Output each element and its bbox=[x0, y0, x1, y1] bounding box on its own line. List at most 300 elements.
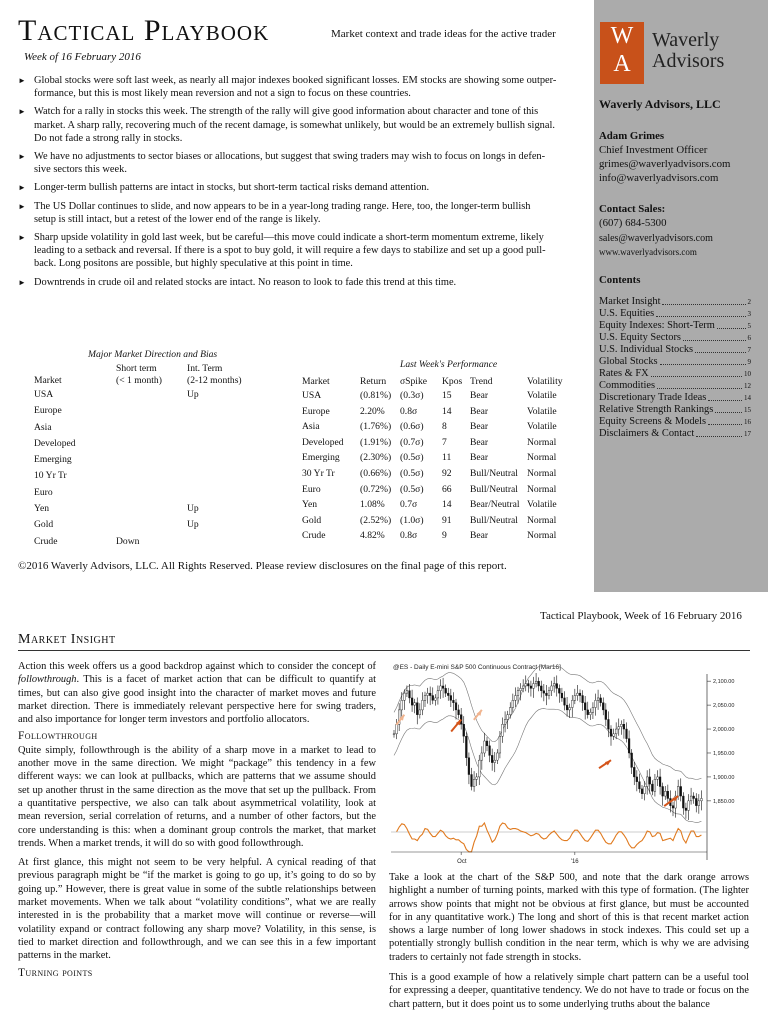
perf-cell: Volatile bbox=[527, 499, 557, 511]
bias-cell bbox=[116, 422, 187, 438]
candle-body bbox=[592, 708, 594, 713]
bullet-marker-icon: ► bbox=[18, 152, 26, 162]
candle-body bbox=[667, 791, 669, 798]
candle-body bbox=[502, 724, 504, 736]
candle-body bbox=[463, 724, 465, 736]
perf-cell: (0.5σ) bbox=[400, 452, 424, 464]
toc-item-label: Equity Indexes: Short-Term bbox=[599, 320, 715, 331]
candle-body bbox=[530, 686, 532, 688]
chart-x-tick-label: Oct bbox=[457, 859, 467, 865]
candle-body bbox=[432, 696, 434, 701]
candle-body bbox=[659, 777, 661, 787]
bias-cell: Gold bbox=[34, 519, 54, 531]
candle-body bbox=[556, 684, 558, 689]
candle-body bbox=[486, 741, 488, 746]
perf-cell: (0.5σ) bbox=[400, 467, 424, 479]
perf-table-caption: Last Week's Performance bbox=[400, 359, 498, 370]
candle-body bbox=[447, 693, 449, 695]
key-point bbox=[18, 74, 573, 100]
toc-item[interactable] bbox=[599, 296, 751, 308]
chart-y-tick-label: 1,950.00 bbox=[713, 750, 735, 757]
perf-col-header: σSpike bbox=[400, 376, 428, 387]
candle-body bbox=[538, 681, 540, 686]
toc-item-label: Rates & FX bbox=[599, 368, 649, 379]
key-point bbox=[18, 105, 573, 145]
toc-leader bbox=[708, 424, 742, 425]
candle-body bbox=[574, 696, 576, 701]
candle-body bbox=[504, 719, 506, 724]
candle-body bbox=[602, 703, 604, 710]
candle-body bbox=[543, 691, 545, 693]
candle-body bbox=[411, 698, 413, 705]
followthrough-paragraph: Quite simply, followthrough is the ability of a sharp move in a market to lead to another move in the same direction. We might “package” this tendency in a few different ways: we can look at pullbacks, which are patterns that we assume should set up another thrust in the same direction as the move that set up the pullback. From a quantitative perspective, we also can talk about asymmetrical volatility, look at mean reversion, serial correlation of returns, and a number of other factors, but the core understanding is this: when a dominant group controls the market, that market trends. When a market trends, it will do so with good followthrough. bbox=[18, 744, 376, 849]
bias-col-int: Int. Term bbox=[187, 363, 223, 374]
candle-body bbox=[422, 700, 424, 710]
bias-cell bbox=[116, 470, 187, 486]
toc-item[interactable] bbox=[599, 356, 751, 368]
info-email[interactable]: info@waverlyadvisors.com bbox=[599, 172, 719, 184]
candle-body bbox=[478, 760, 480, 777]
perf-col-header: Volatility bbox=[527, 376, 563, 387]
perf-cell: Bear bbox=[470, 405, 489, 417]
candle-body bbox=[685, 808, 687, 810]
perf-cell: (2.52%) bbox=[360, 514, 392, 526]
candle-body bbox=[693, 796, 695, 798]
candle-body bbox=[419, 710, 421, 715]
toc-item-label: Relative Strength Rankings bbox=[599, 404, 714, 415]
perf-cell: Asia bbox=[302, 421, 320, 433]
candle-body bbox=[522, 686, 524, 688]
key-point bbox=[18, 231, 573, 271]
bias-cell bbox=[187, 487, 242, 503]
perf-cell: 91 bbox=[442, 514, 452, 526]
candle-body bbox=[396, 724, 398, 734]
perf-cell: (0.7σ) bbox=[400, 436, 424, 448]
key-point-line: back. Long positons are possible, but highly speculative at this point in time. bbox=[34, 258, 353, 270]
candle-body bbox=[517, 691, 519, 696]
bias-cell: Up bbox=[187, 389, 199, 400]
bias-cell bbox=[116, 487, 187, 503]
candle-body bbox=[512, 700, 514, 707]
candle-body bbox=[595, 700, 597, 707]
candle-body bbox=[540, 686, 542, 691]
candle-body bbox=[613, 734, 615, 736]
candle-body bbox=[672, 806, 674, 808]
toc-item-label: U.S. Equities bbox=[599, 308, 655, 319]
toc-item-label: Market Insight bbox=[599, 296, 661, 307]
toc-item-label: Discretionary Trade Ideas bbox=[599, 392, 707, 403]
candle-body bbox=[429, 693, 431, 695]
toc-item-label: U.S. Equity Sectors bbox=[599, 332, 681, 343]
perf-cell: 30 Yr Tr bbox=[302, 467, 335, 479]
candle-body bbox=[579, 693, 581, 695]
bias-row bbox=[34, 454, 242, 470]
candle-body bbox=[571, 700, 573, 707]
perf-row bbox=[302, 452, 577, 468]
logo-letters bbox=[600, 22, 644, 84]
candle-body bbox=[535, 681, 537, 683]
candle-body bbox=[468, 758, 470, 775]
bias-cell: Developed bbox=[34, 437, 76, 449]
perf-cell: 11 bbox=[442, 452, 452, 464]
bias-cell: Emerging bbox=[34, 454, 72, 466]
candle-body bbox=[639, 782, 641, 789]
candle-body bbox=[636, 777, 638, 782]
candle-body bbox=[499, 736, 501, 753]
bias-cell: Up bbox=[187, 519, 199, 531]
candle-body bbox=[566, 705, 568, 710]
key-point-line: We have no adjustments to sector biases or allocations, but suggest that swing traders may wish to focus on longs in defen- bbox=[34, 151, 546, 163]
bias-cell bbox=[116, 454, 187, 470]
bias-cell bbox=[187, 536, 242, 552]
bias-cell bbox=[116, 503, 187, 519]
candle-body bbox=[605, 710, 607, 720]
candle-body bbox=[582, 696, 584, 703]
candle-body bbox=[623, 724, 625, 729]
toc-item[interactable] bbox=[599, 344, 751, 356]
intro-text-a: Action this week offers us a good backdrop against which to consider the concept of bbox=[18, 661, 376, 672]
contact-email[interactable]: grimes@waverlyadvisors.com bbox=[599, 158, 731, 170]
copyright-notice: ©2016 Waverly Advisors, LLC. All Rights Reserved. Please review disclosures on the final page of this report. bbox=[18, 560, 507, 572]
perf-col-header: Return bbox=[360, 376, 387, 387]
bullet-marker-icon: ► bbox=[18, 76, 26, 85]
candle-body bbox=[558, 688, 560, 693]
perf-row bbox=[302, 515, 577, 531]
perf-cell: Bear bbox=[470, 452, 489, 464]
logo-wordmark bbox=[652, 30, 724, 72]
candle-body bbox=[680, 786, 682, 796]
bias-cell: USA bbox=[34, 389, 54, 400]
candle-body bbox=[553, 684, 555, 686]
contact-name: Adam Grimes bbox=[599, 130, 665, 142]
logo-letter-a: A bbox=[613, 51, 631, 77]
candle-body bbox=[651, 784, 653, 791]
bias-col-short-sub: (< 1 month) bbox=[116, 375, 162, 386]
candle-body bbox=[401, 700, 403, 710]
perf-cell: 8 bbox=[442, 421, 447, 433]
bias-row bbox=[34, 422, 242, 438]
candle-body bbox=[551, 686, 553, 691]
candle-body bbox=[644, 786, 646, 793]
key-point-line: The US Dollar continues to slide, and now appears to be in a year-long trading range. Here, too, the longer-term bullish bbox=[34, 200, 531, 212]
candle-body bbox=[414, 703, 416, 705]
candle-body bbox=[695, 798, 697, 805]
candle-body bbox=[618, 727, 620, 729]
toc-leader bbox=[656, 316, 745, 317]
perf-cell: Bull/Neutral bbox=[470, 467, 518, 479]
perf-row bbox=[302, 530, 577, 546]
toc-leader bbox=[657, 388, 742, 389]
candle-body bbox=[641, 789, 643, 794]
candle-body bbox=[455, 703, 457, 710]
sales-phone: (607) 684-5300 bbox=[599, 217, 667, 229]
page-title: Tactical Playbook bbox=[18, 14, 270, 47]
candle-body bbox=[434, 698, 436, 700]
bias-row bbox=[34, 470, 242, 486]
perf-cell: 66 bbox=[442, 483, 452, 495]
toc-leader bbox=[695, 352, 745, 353]
bias-cell bbox=[187, 470, 242, 486]
perf-cell: Emerging bbox=[302, 452, 340, 464]
subheading-turning-points: Turning points bbox=[18, 966, 93, 979]
bias-cell: Asia bbox=[34, 421, 52, 433]
bias-row bbox=[34, 405, 242, 421]
key-point bbox=[18, 200, 573, 226]
chart-y-tick-label: 1,850.00 bbox=[713, 798, 735, 805]
candle-body bbox=[393, 734, 395, 735]
candle-body bbox=[688, 801, 690, 811]
candle-body bbox=[646, 777, 648, 787]
perf-cell: (0.6σ) bbox=[400, 421, 424, 433]
perf-cell: Normal bbox=[527, 514, 557, 526]
toc-item[interactable] bbox=[599, 428, 751, 440]
perf-row bbox=[302, 468, 577, 484]
candle-body bbox=[507, 715, 509, 720]
candle-body bbox=[403, 693, 405, 700]
sp500-chart bbox=[389, 660, 749, 870]
bias-cell: Up bbox=[187, 503, 199, 515]
perf-cell: Bull/Neutral bbox=[470, 514, 518, 526]
bias-row bbox=[34, 438, 242, 454]
candle-body bbox=[440, 686, 442, 691]
perf-cell: (0.66%) bbox=[360, 467, 392, 479]
toc-item[interactable] bbox=[599, 332, 751, 344]
candle-body bbox=[600, 698, 602, 703]
key-points-list bbox=[18, 74, 573, 294]
candle-body bbox=[481, 753, 483, 760]
perf-cell: Bull/Neutral bbox=[470, 483, 518, 495]
toc-item-label: Commodities bbox=[599, 380, 655, 391]
key-point-line: setup is still intact, but a retest of the lower end of the range is likely. bbox=[34, 213, 321, 225]
perf-cell: Normal bbox=[527, 436, 557, 448]
toc-leader bbox=[651, 376, 742, 377]
logo-word-2: Advisors bbox=[652, 50, 725, 72]
bias-row bbox=[34, 487, 242, 503]
bias-cell bbox=[116, 389, 187, 405]
contents-heading: Contents bbox=[599, 274, 641, 286]
candle-body bbox=[453, 700, 455, 702]
logo-word-1: Waverly bbox=[652, 29, 720, 51]
candle-body bbox=[424, 696, 426, 701]
bias-table-caption: Major Market Direction and Bias bbox=[88, 349, 218, 360]
section-divider bbox=[18, 650, 750, 651]
perf-cell: 0.7σ bbox=[400, 499, 418, 511]
toc-leader bbox=[696, 436, 742, 437]
candle-body bbox=[589, 712, 591, 714]
perf-cell: Bear/Neutral bbox=[470, 499, 520, 511]
candle-body bbox=[442, 686, 444, 688]
subheading-followthrough: Followthrough bbox=[18, 730, 98, 743]
toc-leader bbox=[662, 304, 745, 305]
toc-item[interactable] bbox=[599, 308, 751, 320]
perf-row bbox=[302, 484, 577, 500]
cynical-reading-paragraph: At first glance, this might not seem to be very helpful. A cynical reading of that previous paragraph might be “if the market is going to go up, it’s going to do so by going up.” However, there is great value in some of the subtle relationships between market movements. When we talk about “volatility conditions”, what we are really interested in is the probability that a market move will continue or reverse—will volatility expand or contract following any sharp move? Volatility, in this sense, is tied to market direction and followthrough, and we can see this in a few important patterns in the market. bbox=[18, 857, 376, 962]
bias-cell: Yen bbox=[34, 503, 50, 515]
toc-item[interactable] bbox=[599, 320, 751, 332]
perf-cell: (0.5σ) bbox=[400, 483, 424, 495]
perf-cell: Crude bbox=[302, 530, 326, 542]
perf-cell: Gold bbox=[302, 514, 322, 526]
candle-body bbox=[491, 755, 493, 762]
bias-cell bbox=[187, 438, 242, 454]
candle-body bbox=[489, 746, 491, 756]
key-point bbox=[18, 150, 573, 176]
candle-body bbox=[577, 693, 579, 695]
bias-table bbox=[34, 363, 242, 552]
perf-cell: 4.82% bbox=[360, 530, 385, 542]
candle-body bbox=[548, 691, 550, 696]
key-point bbox=[18, 181, 573, 194]
candle-body bbox=[564, 698, 566, 705]
toc-leader bbox=[717, 328, 746, 329]
candle-body bbox=[445, 688, 447, 693]
key-point-line: Longer-term bullish patterns are intact in stocks, but short-term tactical risks demand attention. bbox=[34, 182, 430, 194]
candle-body bbox=[494, 760, 496, 762]
bias-row bbox=[34, 389, 242, 405]
candle-body bbox=[416, 703, 418, 715]
toc-item[interactable] bbox=[599, 404, 751, 416]
bias-cell: Down bbox=[116, 535, 140, 547]
key-point bbox=[18, 276, 573, 289]
section-title: Market Insight bbox=[18, 632, 116, 647]
perf-row bbox=[302, 421, 577, 437]
toc-item-page: 7 bbox=[747, 346, 751, 354]
performance-table bbox=[302, 376, 577, 546]
candle-body bbox=[450, 696, 452, 701]
bias-cell: Europe bbox=[34, 405, 62, 417]
key-point-line: Watch for a rally in stocks this week. The strength of the rally will give good information about character and tone of this bbox=[34, 106, 539, 118]
website-link[interactable]: www.waverlyadvisors.com bbox=[599, 247, 697, 257]
candle-body bbox=[471, 775, 473, 787]
perf-cell: 9 bbox=[442, 530, 447, 542]
candle-body bbox=[473, 779, 475, 786]
tagline: Market context and trade ideas for the active trader bbox=[331, 28, 556, 40]
perf-cell: (2.30%) bbox=[360, 452, 392, 464]
toc-item-page: 9 bbox=[747, 358, 751, 366]
chart-x-tick-label: '16 bbox=[570, 859, 579, 865]
candle-body bbox=[620, 724, 622, 726]
toc-item-page: 17 bbox=[744, 430, 751, 438]
toc-item-page: 15 bbox=[744, 406, 751, 414]
perf-cell: Volatile bbox=[527, 390, 557, 401]
candle-body bbox=[484, 741, 486, 753]
running-header: Tactical Playbook, Week of 16 February 2016 bbox=[540, 610, 742, 622]
candle-body bbox=[701, 798, 703, 800]
toc-item[interactable] bbox=[599, 392, 751, 404]
key-point-line: leading to a setback and reversal. If there is a spot to buy gold, it will require a few days to stabilize and set up a good pull- bbox=[34, 245, 546, 257]
perf-cell: 92 bbox=[442, 467, 452, 479]
toc-item[interactable] bbox=[599, 380, 751, 392]
bullet-marker-icon: ► bbox=[18, 277, 26, 287]
sales-email[interactable]: sales@waverlyadvisors.com bbox=[599, 233, 713, 244]
candle-body bbox=[546, 693, 548, 695]
candle-body bbox=[465, 736, 467, 758]
bias-row bbox=[34, 536, 242, 552]
perf-cell: (1.0σ) bbox=[400, 514, 424, 526]
candle-body bbox=[437, 691, 439, 698]
perf-cell: Volatile bbox=[527, 405, 557, 417]
bias-cell bbox=[187, 405, 242, 421]
toc-leader bbox=[715, 412, 742, 413]
toc-item-label: Global Stocks bbox=[599, 356, 658, 367]
toc-item-page: 16 bbox=[744, 418, 751, 426]
perf-row bbox=[302, 437, 577, 453]
key-point-line: Global stocks were soft last week, as nearly all major indexes booked significant losses. EM stocks are showing some outper- bbox=[34, 75, 557, 86]
perf-cell: (1.76%) bbox=[360, 421, 392, 433]
candle-body bbox=[569, 708, 571, 710]
candle-body bbox=[628, 739, 630, 753]
perf-cell: 15 bbox=[442, 390, 452, 401]
perf-cell: 14 bbox=[442, 499, 452, 511]
perf-cell: Bear bbox=[470, 436, 489, 448]
bias-cell bbox=[116, 519, 187, 535]
candle-body bbox=[664, 791, 666, 796]
candle-body bbox=[654, 779, 656, 791]
toc-item-page: 12 bbox=[744, 382, 751, 390]
perf-cell: Normal bbox=[527, 530, 557, 542]
candle-body bbox=[698, 801, 700, 806]
perf-col-header: Market bbox=[302, 376, 330, 387]
perf-row bbox=[302, 499, 577, 515]
candle-body bbox=[584, 703, 586, 710]
perf-cell: 1.08% bbox=[360, 499, 385, 511]
week-label: Week of 16 February 2016 bbox=[24, 51, 141, 63]
toc-item[interactable] bbox=[599, 368, 751, 380]
candle-body bbox=[525, 684, 527, 686]
perf-cell: Yen bbox=[302, 499, 318, 511]
candle-body bbox=[608, 719, 610, 729]
bullet-marker-icon: ► bbox=[18, 107, 26, 117]
candle-body bbox=[533, 684, 535, 689]
chart-y-tick-label: 1,900.00 bbox=[713, 774, 735, 781]
key-point-line: Downtrends in crude oil and related stocks are intact. No reason to look to fade this trend at this time. bbox=[34, 276, 457, 288]
toc-item-label: Equity Screens & Models bbox=[599, 416, 707, 427]
chart-title: @ES - Daily E-mini S&P 500 Continuous Contract [Mar16] bbox=[393, 664, 561, 671]
candle-body bbox=[406, 691, 408, 693]
bias-col-short: Short term bbox=[116, 363, 157, 374]
toc-item-page: 10 bbox=[744, 370, 751, 378]
intro-paragraph bbox=[18, 660, 376, 726]
toc-item[interactable] bbox=[599, 416, 751, 428]
candle-body bbox=[631, 753, 633, 767]
candle-body bbox=[409, 691, 411, 698]
perf-cell: 0.8σ bbox=[400, 530, 418, 542]
toc-item-page: 6 bbox=[747, 334, 751, 342]
candle-body bbox=[677, 786, 679, 796]
bias-row bbox=[34, 519, 242, 535]
key-point-line: Do not fade a strong rally in stocks. bbox=[34, 132, 183, 144]
bias-cell: Euro bbox=[34, 486, 53, 498]
toc-item-page: 5 bbox=[747, 322, 751, 330]
perf-row bbox=[302, 406, 577, 422]
perf-cell: 0.8σ bbox=[400, 405, 418, 417]
candle-body bbox=[458, 710, 460, 715]
perf-cell: 2.20% bbox=[360, 405, 385, 417]
perf-cell: (0.81%) bbox=[360, 390, 392, 401]
candle-body bbox=[520, 688, 522, 690]
contact-title: Chief Investment Officer bbox=[599, 144, 708, 156]
bias-cell bbox=[187, 422, 242, 438]
perf-cell: Euro bbox=[302, 483, 321, 495]
perf-col-header: Trend bbox=[470, 376, 493, 387]
toc-item-page: 2 bbox=[747, 298, 751, 306]
sales-heading: Contact Sales: bbox=[599, 203, 666, 215]
bias-cell: Crude bbox=[34, 535, 58, 547]
candle-body bbox=[427, 693, 429, 695]
perf-cell: USA bbox=[302, 390, 322, 401]
perf-cell: Normal bbox=[527, 452, 557, 464]
candle-body bbox=[476, 777, 478, 779]
